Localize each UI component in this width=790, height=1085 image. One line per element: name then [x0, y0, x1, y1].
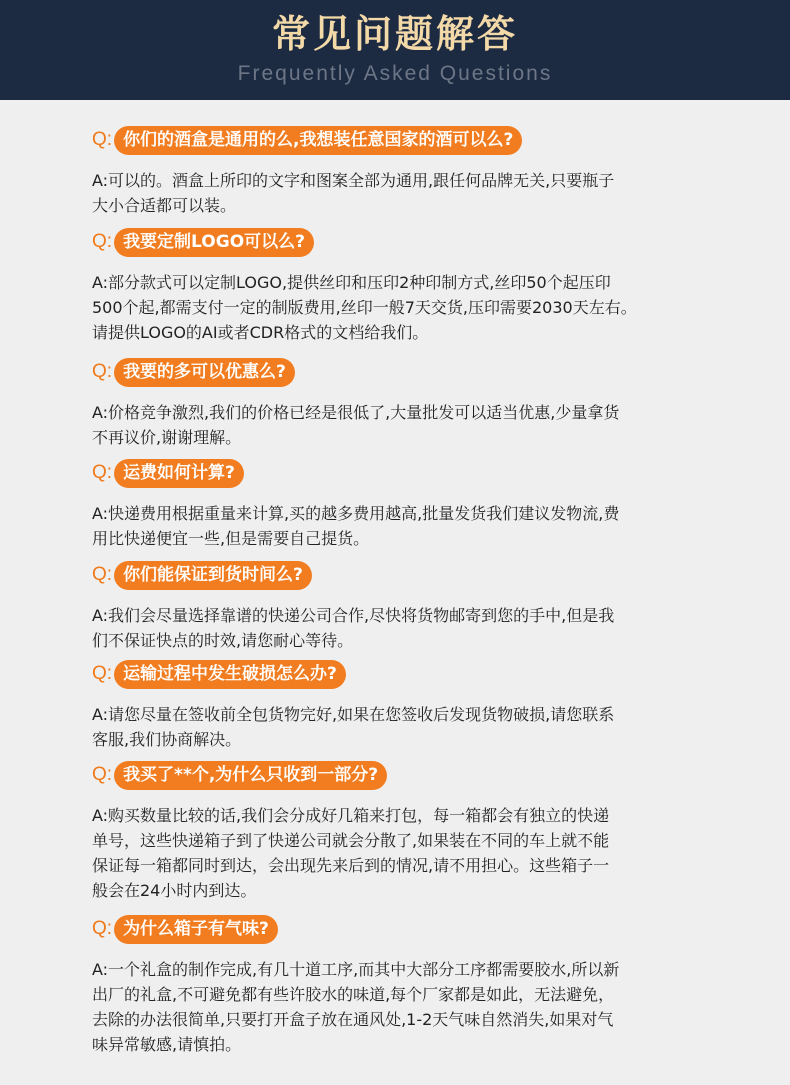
question-prefix: Q: [92, 918, 113, 939]
page-subtitle: Frequently Asked Questions [237, 62, 553, 85]
question-pill: 我买了**个,为什么只收到一部分? [114, 761, 387, 790]
question-prefix: Q: [92, 231, 113, 252]
question-prefix: Q: [92, 361, 113, 382]
question-prefix: Q: [92, 564, 113, 585]
faq-item [92, 458, 712, 551]
answer-text: A:价格竞争激烈,我们的价格已经是很低了,大量批发可以适当优惠,少量拿货 不再议价,谢谢理解。 [92, 403, 620, 447]
question-prefix: Q: [92, 129, 113, 150]
page-title: 常见问题解答 [271, 12, 518, 56]
faq-item [92, 125, 712, 218]
question-prefix: Q: [92, 663, 113, 684]
question-prefix: Q: [92, 764, 113, 785]
page-header [0, 0, 790, 100]
faq-item [92, 227, 712, 345]
answer-text: A:请您尽量在签收前全包货物完好,如果在您签收后发现货物破损,请您联系 客服,我们协商解决。 [92, 705, 615, 749]
question-pill: 你们的酒盒是通用的么,我想装任意国家的酒可以么? [114, 126, 522, 155]
question-pill: 为什么箱子有气味? [114, 915, 278, 944]
answer-text: A:快递费用根据重量来计算,买的越多费用越高,批量发货我们建议发物流,费 用比快递便宜一些,但是需要自己提货。 [92, 504, 620, 548]
faq-item [92, 659, 712, 752]
question-pill: 你们能保证到货时间么? [114, 561, 312, 590]
faq-item [92, 914, 712, 1057]
question-pill: 我要定制LOGO可以么? [114, 228, 314, 257]
faq-item [92, 560, 712, 653]
answer-text: A:部分款式可以定制LOGO,提供丝印和压印2种印制方式,丝印50个起压印 500个起,都需支付一定的制版费用,丝印一般7天交货,压印需要2030天左右。 请提供LOGO的AI或者CDR格式的文档给我们。 [92, 273, 637, 342]
faq-item [92, 357, 712, 450]
question-prefix: Q: [92, 462, 113, 483]
question-pill: 运输过程中发生破损怎么办? [114, 660, 346, 689]
answer-text: A:我们会尽量选择靠谱的快递公司合作,尽快将货物邮寄到您的手中,但是我 们不保证快点的时效,请您耐心等待。 [92, 606, 615, 650]
answer-text: A:购买数量比较的话,我们会分成好几箱来打包，每一箱都会有独立的快递 单号，这些快递箱子到了快递公司就会分散了,如果装在不同的车上就不能 保证每一箱都同时到达，会出现先来后到的情况,请不用担心。这些箱子一 般会在24小时内到达。 [92, 806, 610, 900]
question-pill: 运费如何计算? [114, 459, 244, 488]
answer-text: A:可以的。酒盒上所印的文字和图案全部为通用,跟任何品牌无关,只要瓶子 大小合适都可以装。 [92, 171, 615, 215]
answer-text: A:一个礼盒的制作完成,有几十道工序,而其中大部分工序都需要胶水,所以新 出厂的礼盒,不可避免都有些许胶水的味道,每个厂家都是如此，无法避免， 去除的办法很简单,只要打开盒子放在通风处,1-2天气味自然消失,如果对气 味异常敏感,请慎拍。 [92, 960, 620, 1054]
question-pill: 我要的多可以优惠么? [114, 358, 295, 387]
faq-item [92, 760, 712, 903]
